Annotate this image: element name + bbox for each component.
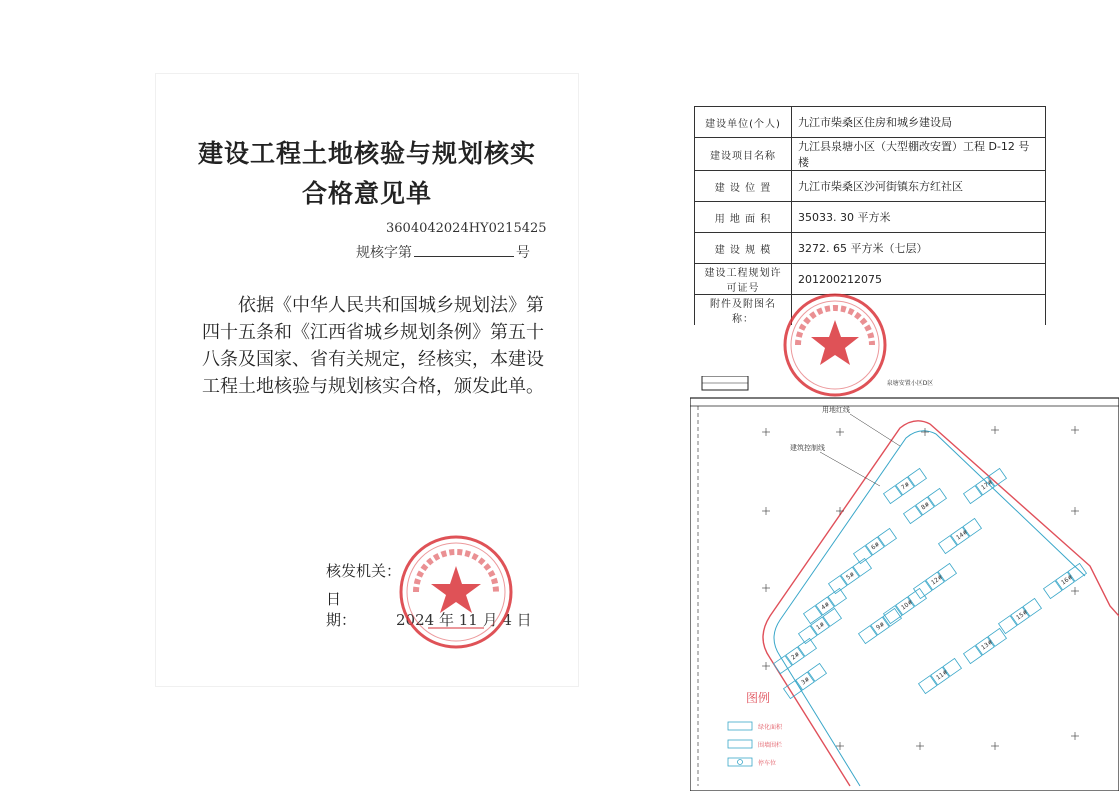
guihe-number-line	[356, 242, 530, 262]
info-key: 用 地 面 积	[695, 202, 792, 233]
info-value: 九江市柴桑区住房和城乡建设局	[792, 107, 1046, 138]
info-row	[695, 202, 1046, 233]
building-number: 13#	[980, 638, 995, 652]
date-label: 日 期：	[326, 590, 372, 629]
info-value: 2012002120​75	[792, 264, 1046, 295]
build-line-label: 建筑控制线	[790, 444, 825, 452]
serial-number: 3604042024HY0215425	[386, 221, 547, 236]
building-number: 3#	[800, 675, 812, 687]
document-title-line1: 建设工程土地核验与规划核实	[197, 139, 536, 168]
approval-body-text: 依据《中华人民共和国城乡规划法》第四十五条和《江西省城乡规划条例》第五十八条及国家、省有关规定，经核实，本建设工程土地核验与规划核实合格，颁发此单。	[202, 295, 544, 397]
info-key: 附件及附图名称：	[695, 295, 792, 326]
building-number: 4#	[820, 600, 832, 612]
info-key: 建设单位(个人)	[695, 107, 792, 138]
guihe-prefix: 规核字第	[356, 245, 412, 261]
info-value: 3272. 65 平方米（七层）	[792, 233, 1046, 264]
building-number: 9#	[875, 620, 887, 632]
date-value: 2024 年 11 月 4 日	[396, 611, 532, 629]
building-number: 2#	[790, 650, 802, 662]
building-number: 17#	[980, 478, 995, 492]
info-key: 建 设 位 置	[695, 171, 792, 202]
document-title-line2: 合格意见单	[301, 179, 432, 208]
plan-header: 泉塘安置小区D区	[886, 380, 934, 387]
info-row	[695, 171, 1046, 202]
building-number: 16#	[1060, 573, 1075, 587]
issuer-label: 核发机关：	[326, 562, 402, 580]
legend-item-2: 围墙围栏	[758, 742, 783, 749]
info-value: 九江市柴桑区沙河街镇东方红社区	[792, 171, 1046, 202]
guihe-suffix: 号	[516, 245, 530, 261]
info-row	[695, 233, 1046, 264]
building-number: 11#	[935, 668, 950, 682]
info-value: 35033. 30 平方米	[792, 202, 1046, 233]
legend-item-1: 绿化面积	[758, 724, 783, 731]
building-number: 7#	[900, 480, 912, 492]
building-number: 5#	[845, 570, 857, 582]
info-key: 建设项目名称	[695, 138, 792, 171]
red-line-label: 用地红线	[822, 406, 850, 414]
approval-sheet	[156, 74, 578, 686]
legend-title: 图例	[746, 691, 771, 705]
info-value: 九江县泉塘小区（大型棚改安置）工程 D-12 号楼	[792, 138, 1046, 171]
guihe-blank	[414, 244, 514, 257]
building-number: 15#	[1015, 608, 1030, 622]
official-seal-left	[396, 532, 516, 652]
info-row	[695, 107, 1046, 138]
building-number: 8#	[920, 500, 932, 512]
info-row	[695, 138, 1046, 171]
info-key: 建设工程规划许可证号	[695, 264, 792, 295]
building-number: 14#	[955, 528, 970, 542]
building-number: 12#	[930, 573, 945, 587]
building-number: 10#	[900, 598, 915, 612]
info-key: 建 设 规 模	[695, 233, 792, 264]
building-number: 1#	[815, 620, 827, 632]
building-number: 6#	[870, 540, 882, 552]
project-info-sheet	[660, 72, 1080, 334]
legend-item-3: 停车位	[758, 760, 777, 767]
site-plan-drawing	[690, 376, 1119, 791]
